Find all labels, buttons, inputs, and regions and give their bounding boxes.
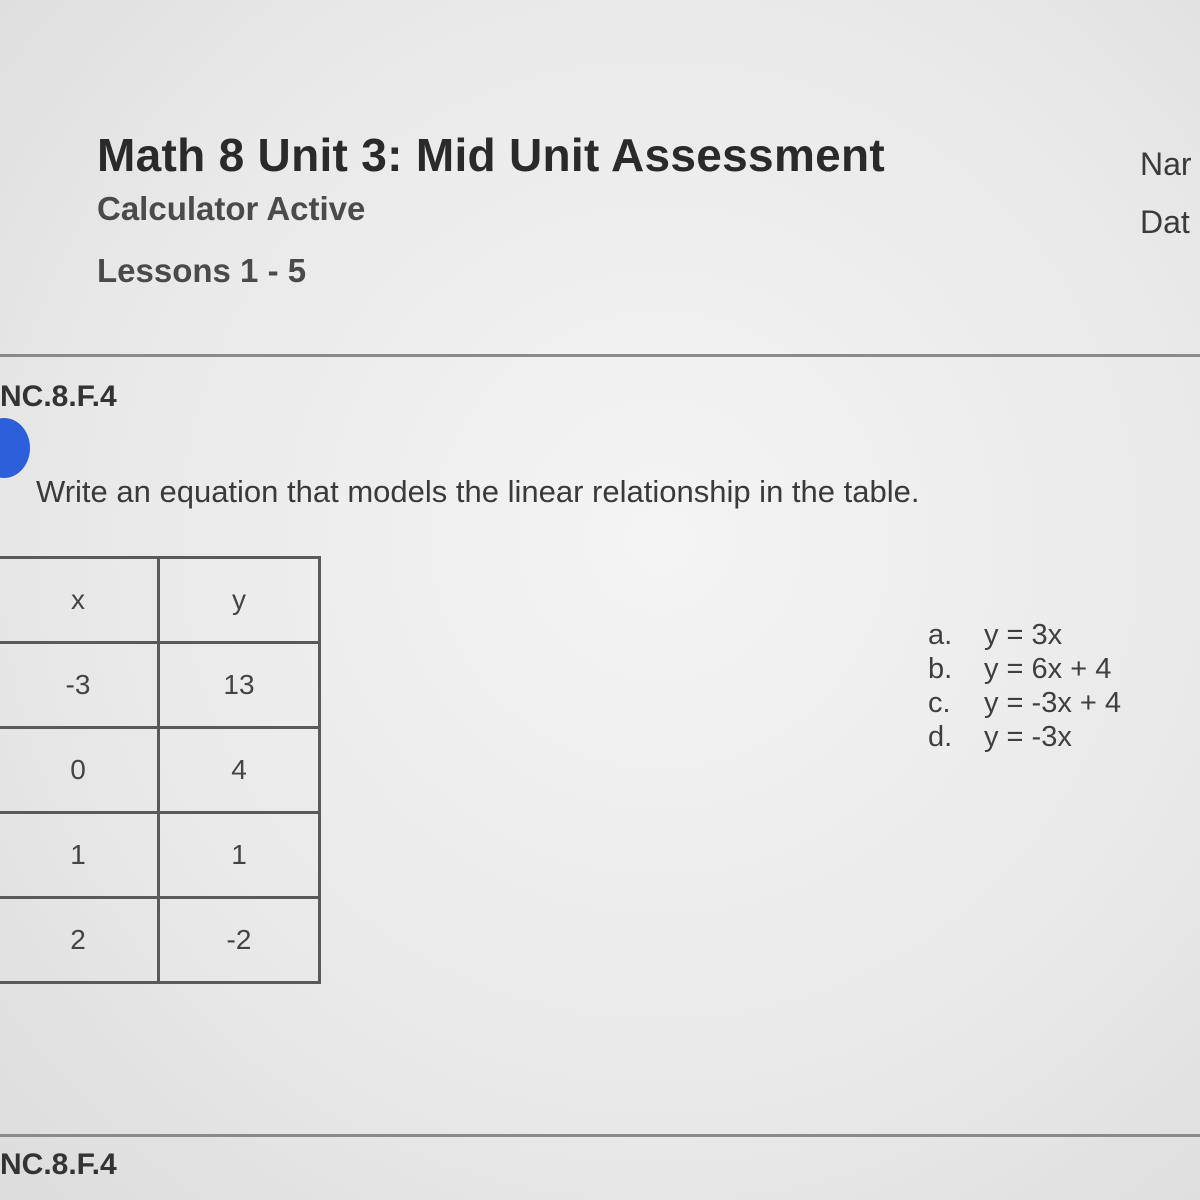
next-standard-code: NC.8.F.4	[0, 1148, 117, 1181]
choice-text: y = 6x + 4	[984, 653, 1112, 685]
page-title: Math 8 Unit 3: Mid Unit Assessment	[97, 129, 886, 181]
table-cell-x: 2	[0, 898, 159, 983]
choice-c[interactable]	[928, 686, 1121, 720]
choice-text: y = 3x	[984, 619, 1063, 651]
table-cell-y: -2	[159, 898, 320, 983]
choice-text: y = -3x	[984, 721, 1072, 753]
choice-d[interactable]	[928, 720, 1121, 754]
table-row	[0, 728, 320, 813]
table-row	[0, 643, 320, 728]
table-header-x: x	[0, 558, 159, 643]
xy-table	[0, 556, 321, 984]
page-subtitle: Calculator Active	[97, 190, 366, 227]
standard-code: NC.8.F.4	[0, 380, 117, 413]
date-label: Dat	[1140, 204, 1190, 240]
lessons-label: Lessons 1 - 5	[97, 252, 307, 289]
table-cell-y: 4	[159, 728, 320, 813]
choice-b[interactable]	[928, 652, 1121, 686]
name-label: Nar	[1140, 146, 1192, 182]
answer-choices	[928, 618, 1121, 754]
section-divider-top	[0, 354, 1200, 357]
choice-letter: a.	[928, 619, 953, 651]
table-cell-x: -3	[0, 643, 159, 728]
table-cell-y: 1	[159, 813, 320, 898]
choice-letter: b.	[928, 653, 953, 685]
table-header-row	[0, 558, 320, 643]
section-divider-bottom	[0, 1134, 1200, 1137]
table-row	[0, 813, 320, 898]
question-prompt: Write an equation that models the linear relationship in the table.	[36, 474, 920, 509]
table-row	[0, 898, 320, 983]
choice-letter: d.	[928, 721, 953, 753]
table-cell-y: 13	[159, 643, 320, 728]
table-header-y: y	[159, 558, 320, 643]
choice-letter: c.	[928, 687, 951, 719]
table-cell-x: 1	[0, 813, 159, 898]
choice-a[interactable]	[928, 618, 1121, 652]
choice-text: y = -3x + 4	[984, 687, 1122, 719]
table-cell-x: 0	[0, 728, 159, 813]
